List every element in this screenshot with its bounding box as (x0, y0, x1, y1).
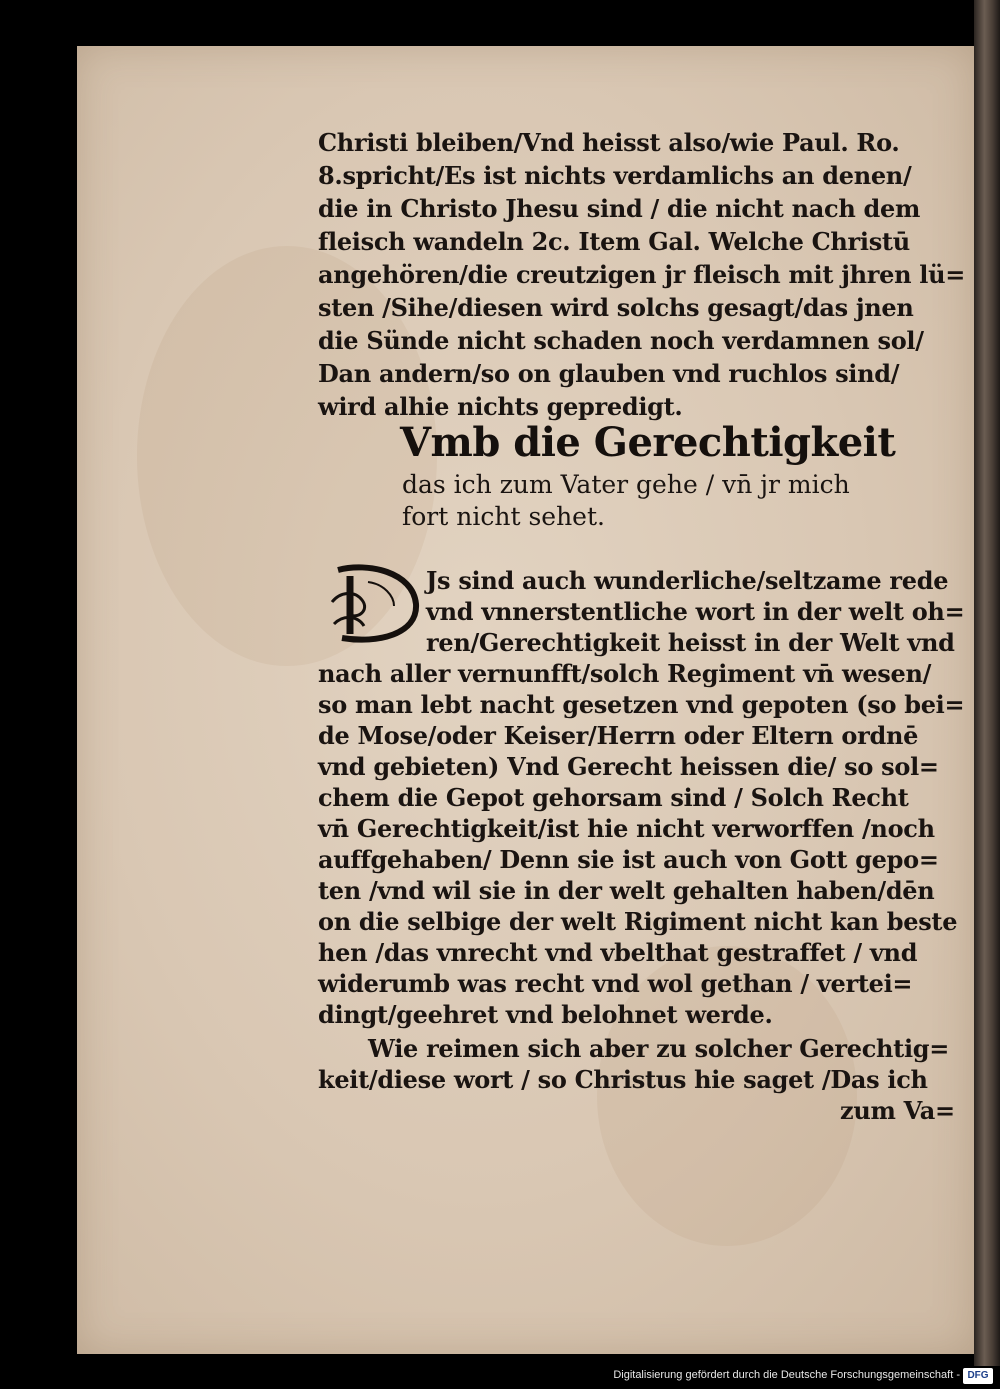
text-line: vn̄ Gerechtigkeit/ist hie nicht verworffen /noch (318, 814, 935, 843)
text-line: on die selbige der welt Rigiment nicht kan beste (318, 907, 958, 936)
dfg-logo: DFG (963, 1368, 993, 1384)
text-line: fleisch wandeln 2c. Item Gal. Welche Christū (318, 227, 910, 256)
text-line: dingt/geehret vnd belohnet werde. (318, 1000, 773, 1029)
text-line: vnd gebieten) Vnd Gerecht heissen die/ so sol= (318, 752, 939, 781)
text-line: hen /das vnrecht vnd vbelthat gestraffet / vnd (318, 938, 918, 967)
book-spine-edge (974, 0, 1000, 1389)
text-line: de Mose/oder Keiser/Herrn oder Eltern ordnē (318, 721, 919, 750)
text-line: Dan andern/so on glauben vnd ruchlos sind/ (318, 359, 900, 388)
catchword: zum Va= (840, 1096, 955, 1125)
text-line: Christi bleiben/Vnd heisst also/wie Paul. Ro. (318, 128, 900, 157)
text-line: Wie reimen sich aber zu solcher Gerechtig= (368, 1034, 950, 1063)
text-line: widerumb was recht vnd wol gethan / vertei= (318, 969, 913, 998)
text-line: ten /vnd wil sie in der welt gehalten haben/dēn (318, 876, 935, 905)
text-line: so man lebt nacht gesetzen vnd gepoten (so bei= (318, 690, 965, 719)
text-line: vnd vnnerstentliche wort in der welt oh= (426, 597, 965, 626)
text-line: 8.spricht/Es ist nichts verdamlichs an denen/ (318, 161, 912, 190)
text-line: angehören/die creutzigen jr fleisch mit jhren lü= (318, 260, 966, 289)
funding-notice: Digitalisierung gefördert durch die Deutsche Forschungsgemeinschaft - (613, 1369, 960, 1381)
decorated-initial-letter (328, 562, 424, 646)
section-heading: Vmb die Gerechtigkeit (400, 419, 896, 466)
text-line: chem die Gepot gehorsam sind / Solch Recht (318, 783, 909, 812)
text-line: nach aller vernunfft/solch Regiment vn̄ wesen/ (318, 659, 932, 688)
section-subheading-line: fort nicht sehet. (402, 502, 605, 531)
text-line: ren/Gerechtigkeit heisst in der Welt vnd (426, 628, 955, 657)
text-line: Js sind auch wunderliche/seltzame rede (426, 566, 949, 595)
text-line: die in Christo Jhesu sind / die nicht nach dem (318, 194, 921, 223)
text-line: wird alhie nichts gepredigt. (318, 392, 683, 421)
section-subheading-line: das ich zum Vater gehe / vn̄ jr mich (402, 470, 850, 499)
text-line: auffgehaben/ Denn sie ist auch von Gott gepo= (318, 845, 939, 874)
text-line: sten /Sihe/diesen wird solchs gesagt/das jnen (318, 293, 914, 322)
text-line: keit/diese wort / so Christus hie saget /Das ich (318, 1065, 928, 1094)
text-line: die Sünde nicht schaden noch verdamnen sol/ (318, 326, 924, 355)
initial-flourish-icon (328, 562, 424, 646)
